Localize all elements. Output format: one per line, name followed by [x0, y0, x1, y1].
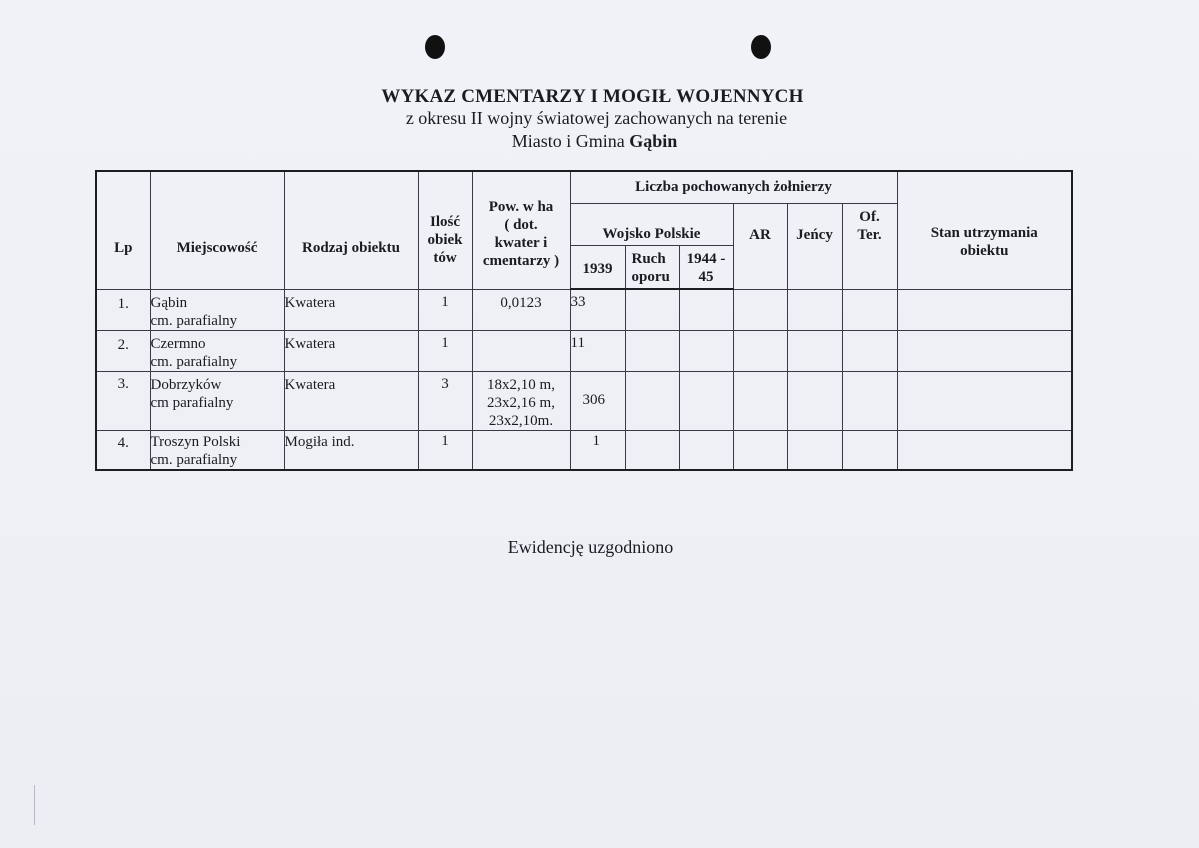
- header-powierzchnia: [472, 171, 570, 289]
- cell-ilosc: 1: [418, 289, 472, 330]
- table-row: [96, 371, 1072, 430]
- header-pow-line2: ( dot.: [504, 217, 538, 234]
- cell-1939: 33: [570, 289, 625, 330]
- pow-line1: 18x2,10 m,: [487, 376, 555, 393]
- margin-mark: [34, 785, 35, 825]
- header-ilosc-line1: Ilość: [430, 214, 460, 231]
- cell-stan: [897, 430, 1072, 470]
- header-lp: Lp: [96, 171, 150, 289]
- footer-note: Ewidencję uzgodniono: [507, 537, 674, 557]
- miejscowosc-line2: cm. parafialny: [150, 451, 238, 468]
- cell-powierzchnia: [472, 330, 570, 371]
- header-rodzaj-obiektu: Rodzaj obiektu: [284, 171, 418, 289]
- location-name: Gąbin: [629, 131, 678, 151]
- header-of-line1: Of.: [859, 208, 880, 225]
- cell-ar: [733, 371, 787, 430]
- cell-1939: 306: [570, 371, 625, 430]
- cell-1944-45: [679, 430, 733, 470]
- document-title: WYKAZ CMENTARZY I MOGIŁ WOJENNYCH: [381, 86, 804, 107]
- cell-lp: 2.: [96, 330, 150, 371]
- cell-of-ter: [842, 430, 897, 470]
- header-ar: AR: [733, 203, 787, 289]
- cell-1944-45: [679, 289, 733, 330]
- cell-ruch-oporu: [625, 430, 679, 470]
- header-stan-line2: obiektu: [960, 243, 1009, 260]
- punch-hole-left: [425, 35, 445, 59]
- cell-1939: 11: [570, 330, 625, 371]
- table-row: [96, 430, 1072, 470]
- cell-powierzchnia: [472, 371, 570, 430]
- pow-line1: 0,0123: [500, 294, 542, 311]
- pow-line2: 23x2,16 m,: [487, 394, 555, 411]
- cell-ar: [733, 430, 787, 470]
- cell-jency: [787, 371, 842, 430]
- cell-rodzaj: Kwatera: [284, 289, 418, 330]
- cell-ilosc: 1: [418, 330, 472, 371]
- cell-rodzaj: Kwatera: [284, 371, 418, 430]
- header-ilosc-line3: tów: [433, 250, 457, 267]
- location-prefix: Miasto i Gmina: [511, 131, 625, 151]
- cell-ruch-oporu: [625, 330, 679, 371]
- cell-miejscowosc: [150, 330, 284, 371]
- cell-stan: [897, 289, 1072, 330]
- cell-powierzchnia: [472, 430, 570, 470]
- miejscowosc-line1: Czermno: [150, 335, 206, 352]
- cell-ar: [733, 289, 787, 330]
- header-1944-line2: 45: [698, 269, 714, 286]
- header-ilosc-obiektow: [418, 171, 472, 289]
- cell-jency: [787, 289, 842, 330]
- cell-miejscowosc: [150, 430, 284, 470]
- cell-rodzaj: Mogiła ind.: [284, 430, 418, 470]
- header-1944-45: [679, 245, 733, 289]
- header-wojsko-polskie: Wojsko Polskie: [570, 203, 733, 245]
- header-pow-line1: Pow. w ha: [488, 199, 554, 216]
- cell-jency: [787, 330, 842, 371]
- header-of-ter: [842, 203, 897, 289]
- cell-stan: [897, 371, 1072, 430]
- miejscowosc-line2: cm parafialny: [150, 394, 234, 411]
- cell-powierzchnia: [472, 289, 570, 330]
- cell-rodzaj: Kwatera: [284, 330, 418, 371]
- cell-ilosc: 1: [418, 430, 472, 470]
- header-pow-line3: kwater i: [494, 235, 548, 252]
- miejscowosc-line1: Gąbin: [150, 294, 188, 311]
- cell-1944-45: [679, 330, 733, 371]
- cell-ruch-oporu: [625, 371, 679, 430]
- cell-jency: [787, 430, 842, 470]
- cell-of-ter: [842, 330, 897, 371]
- cell-lp: 1.: [96, 289, 150, 330]
- cell-of-ter: [842, 289, 897, 330]
- header-1939: 1939: [570, 245, 625, 289]
- header-stan-line1: Stan utrzymania: [930, 225, 1038, 242]
- cell-1944-45: [679, 371, 733, 430]
- cell-ar: [733, 330, 787, 371]
- header-ilosc-line2: obiek: [427, 232, 463, 249]
- header-pow-line4: cmentarzy ): [482, 253, 560, 270]
- document-location: [0, 131, 1194, 152]
- header-jency: Jeńcy: [787, 203, 842, 289]
- miejscowosc-line1: Dobrzyków: [150, 376, 222, 393]
- header-stan-utrzymania: [897, 171, 1072, 289]
- cell-miejscowosc: [150, 289, 284, 330]
- cell-lp: 4.: [96, 430, 150, 470]
- table-row: [96, 330, 1072, 371]
- cemetery-register-table: [95, 170, 1073, 471]
- miejscowosc-line1: Troszyn Polski: [150, 433, 241, 450]
- cell-lp: 3.: [96, 371, 150, 430]
- miejscowosc-line2: cm. parafialny: [150, 353, 238, 370]
- header-of-line2: Ter.: [857, 226, 882, 243]
- punch-hole-right: [751, 35, 771, 59]
- cell-ilosc: 3: [418, 371, 472, 430]
- header-row-1: [96, 171, 1072, 203]
- header-ruch-line1: Ruch: [631, 251, 666, 268]
- cell-stan: [897, 330, 1072, 371]
- document-subtitle: z okresu II wojny światowej zachowanych na terenie: [405, 108, 788, 128]
- miejscowosc-line2: cm. parafialny: [150, 312, 238, 329]
- header-ruch-oporu: [625, 245, 679, 289]
- header-1944-line1: 1944 -: [686, 251, 726, 268]
- cell-miejscowosc: [150, 371, 284, 430]
- cell-of-ter: [842, 371, 897, 430]
- header-miejscowosc: Miejscowość: [150, 171, 284, 289]
- header-liczba-pochowanych: Liczba pochowanych żołnierzy: [570, 171, 897, 203]
- table-row: [96, 289, 1072, 330]
- cell-1939: 1: [570, 430, 625, 470]
- cell-ruch-oporu: [625, 289, 679, 330]
- header-ruch-line2: oporu: [631, 269, 670, 286]
- pow-line3: 23x2,10m.: [488, 412, 554, 429]
